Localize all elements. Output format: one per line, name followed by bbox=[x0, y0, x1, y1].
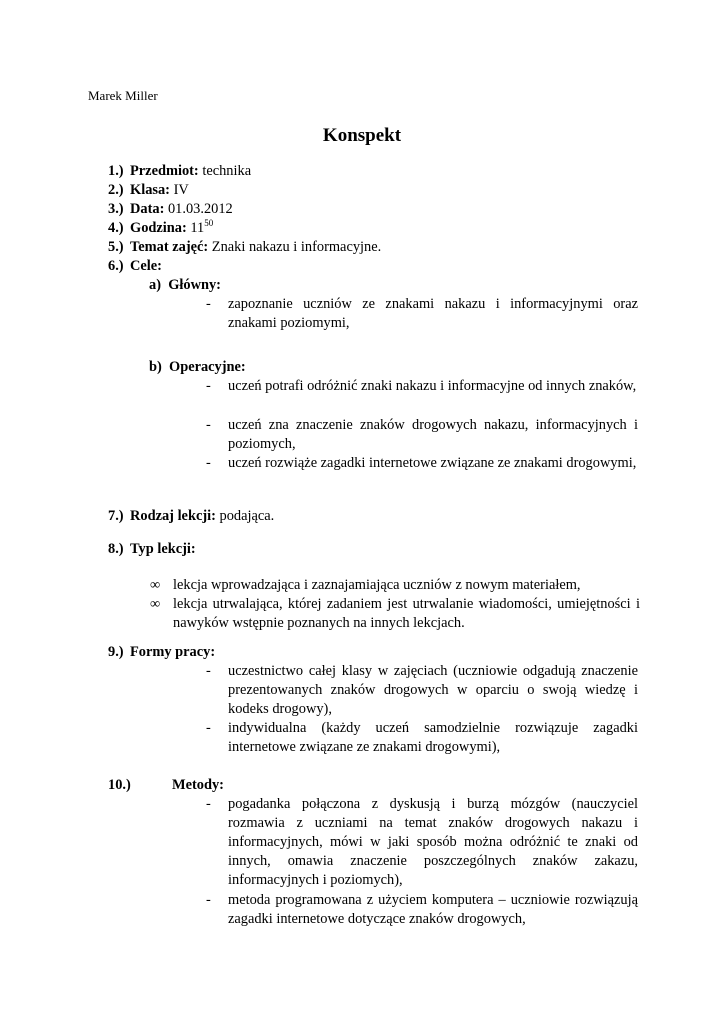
item-value: 01.03.2012 bbox=[164, 201, 233, 217]
item-label: Formy pracy: bbox=[130, 644, 216, 660]
work-form-point: uczestnictwo całej klasy w zajęciach (uczniowie odgadują znaczenie prezentowanych znaków drogowych w oparciu o swoją wiedzę i kodeks drogowy), bbox=[228, 663, 638, 717]
work-form-point: indywidualna (każdy uczeń samodzielnie rozwiązuje zagadki internetowe związane ze znakami drogowymi), bbox=[228, 720, 638, 755]
dash-bullet: - bbox=[206, 720, 211, 736]
item-number: 3.) bbox=[108, 201, 124, 217]
item-label: Przedmiot: bbox=[130, 163, 199, 179]
item-label: Metody: bbox=[172, 777, 224, 793]
dash-bullet: - bbox=[206, 796, 211, 812]
lesson-type-point: lekcja utrwalająca, której zadaniem jest utrwalanie wiadomości, umiejętności i nawyków wstępnie poznanych na innych lekcjach. bbox=[173, 596, 640, 631]
item-label: Data: bbox=[130, 201, 165, 217]
dash-bullet: - bbox=[206, 892, 211, 908]
item-label: Temat zajęć: bbox=[130, 239, 209, 255]
goal-label: Główny: bbox=[168, 277, 221, 293]
item-number: 5.) bbox=[108, 239, 124, 255]
dash-bullet: - bbox=[206, 663, 211, 679]
method-point: pogadanka połączona z dyskusją i burzą mózgów (nauczyciel rozmawia z uczniami na temat znaków drogowych nakazu i informacyjnych, mówi w jaki sposób można odróżnić te znaki od innych, omawia znaczenie poszczególnych znaków zakazu, informacyjnych i poziomych), bbox=[228, 796, 638, 888]
item-label: Godzina: bbox=[130, 220, 187, 236]
item-label: Rodzaj lekcji: bbox=[130, 508, 216, 524]
dash-bullet: - bbox=[206, 455, 211, 471]
item-value: IV bbox=[169, 182, 189, 198]
infinity-bullet-icon: ∞ bbox=[150, 577, 161, 593]
dash-bullet: - bbox=[206, 378, 211, 394]
method-point: metoda programowana z użyciem komputera – uczniowie rozwiązują zagadki internetowe dotyczące znaków drogowych, bbox=[228, 892, 638, 927]
item-label: Cele: bbox=[130, 258, 162, 274]
item-number: 9.) bbox=[108, 644, 124, 660]
document-title: Konspekt bbox=[322, 125, 402, 146]
goal-point: uczeń rozwiąże zagadki internetowe związane ze znakami drogowymi, bbox=[228, 455, 637, 471]
item-label: Typ lekcji: bbox=[130, 541, 196, 557]
goal-point: uczeń zna znaczenie znaków drogowych nakazu, informacyjnych i poziomych, bbox=[228, 417, 638, 452]
item-value-superscript: 50 bbox=[204, 218, 214, 228]
item-number: 6.) bbox=[108, 258, 124, 274]
item-value: Znaki nakazu i informacyjne. bbox=[208, 239, 382, 255]
item-number: 7.) bbox=[108, 508, 124, 524]
dash-bullet: - bbox=[206, 417, 211, 433]
goal-point: zapoznanie uczniów ze znakami nakazu i informacyjnymi oraz znakami poziomymi, bbox=[228, 296, 638, 331]
item-value: 11 bbox=[186, 220, 205, 236]
goal-marker: a) bbox=[149, 277, 161, 293]
item-number: 10.) bbox=[108, 777, 131, 793]
goal-marker: b) bbox=[149, 359, 162, 375]
dash-bullet: - bbox=[206, 296, 211, 312]
item-value: technika bbox=[198, 163, 252, 179]
goal-label: Operacyjne: bbox=[169, 359, 246, 375]
goal-point: uczeń potrafi odróżnić znaki nakazu i informacyjne od innych znaków, bbox=[228, 378, 637, 394]
item-number: 8.) bbox=[108, 541, 124, 557]
item-label: Klasa: bbox=[130, 182, 170, 198]
item-value: podająca. bbox=[215, 508, 275, 524]
infinity-bullet-icon: ∞ bbox=[150, 596, 161, 612]
item-number: 4.) bbox=[108, 220, 124, 236]
item-number: 2.) bbox=[108, 182, 124, 198]
item-number: 1.) bbox=[108, 163, 124, 179]
author-name: Marek Miller bbox=[88, 88, 158, 103]
lesson-type-point: lekcja wprowadzająca i zaznajamiająca uczniów z nowym materiałem, bbox=[173, 577, 581, 593]
